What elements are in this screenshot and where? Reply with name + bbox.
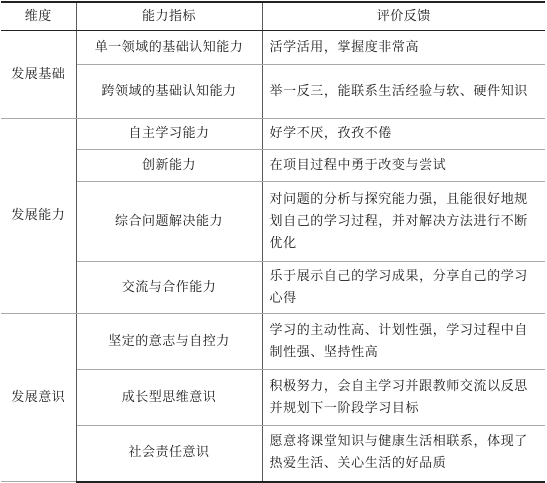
feedback-cell: 乐于展示自己的学习成果，分享自己的学习心得 <box>262 262 545 314</box>
indicator-cell: 自主学习能力 <box>76 119 262 150</box>
header-dimension: 维度 <box>1 2 76 31</box>
indicator-cell: 综合问题解决能力 <box>76 182 262 262</box>
feedback-cell: 愿意将课堂知识与健康生活相联系，体现了热爱生活、关心生活的好品质 <box>262 426 545 482</box>
dimension-cell: 发展意识 <box>1 314 76 482</box>
table-row <box>1 31 545 65</box>
feedback-cell: 对问题的分析与探究能力强，且能很好地规划自己的学习过程，并对解决方法进行不断优化 <box>262 182 545 262</box>
indicator-cell: 交流与合作能力 <box>76 262 262 314</box>
table-row <box>1 370 545 426</box>
table-row <box>1 119 545 150</box>
evaluation-table-container <box>1 1 545 483</box>
dimension-cell: 发展能力 <box>1 119 76 314</box>
table-row <box>1 65 545 119</box>
evaluation-table <box>1 1 545 483</box>
indicator-cell: 单一领域的基础认知能力 <box>76 31 262 65</box>
feedback-cell: 在项目过程中勇于改变与尝试 <box>262 150 545 182</box>
feedback-cell: 学习的主动性高、计划性强，学习过程中自制性强、坚持性高 <box>262 314 545 370</box>
feedback-cell: 活学活用，掌握度非常高 <box>262 31 545 65</box>
indicator-cell: 社会责任意识 <box>76 426 262 482</box>
indicator-cell: 坚定的意志与自控力 <box>76 314 262 370</box>
table-row <box>1 314 545 370</box>
dimension-cell: 发展基础 <box>1 31 76 119</box>
table-row <box>1 262 545 314</box>
header-feedback: 评价反馈 <box>262 2 545 31</box>
header-indicator: 能力指标 <box>76 2 262 31</box>
indicator-cell: 跨领域的基础认知能力 <box>76 65 262 119</box>
header-row <box>1 2 545 31</box>
feedback-cell: 积极努力，会自主学习并跟教师交流以反思并规划下一阶段学习目标 <box>262 370 545 426</box>
table-row <box>1 182 545 262</box>
feedback-cell: 好学不厌，孜孜不倦 <box>262 119 545 150</box>
indicator-cell: 创新能力 <box>76 150 262 182</box>
feedback-cell: 举一反三，能联系生活经验与软、硬件知识 <box>262 65 545 119</box>
table-row <box>1 426 545 482</box>
table-row <box>1 150 545 182</box>
indicator-cell: 成长型思维意识 <box>76 370 262 426</box>
